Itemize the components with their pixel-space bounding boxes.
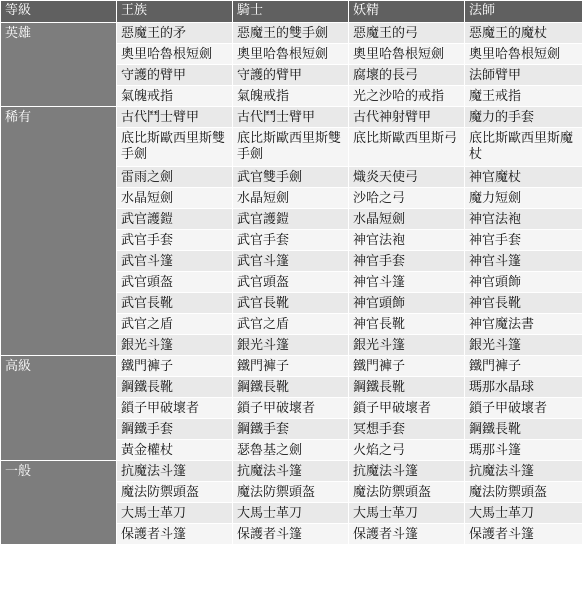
item-cell: 底比斯歐西里斯弓 (349, 128, 465, 167)
item-cell: 鐵門褲子 (233, 356, 349, 377)
header-tier: 等級 (1, 1, 117, 23)
item-cell: 水晶短劍 (349, 209, 465, 230)
item-cell: 神官手套 (349, 251, 465, 272)
item-cell: 鋼鐵長靴 (465, 419, 582, 440)
item-cell: 水晶短劍 (233, 188, 349, 209)
item-cell: 奧里哈魯根短劍 (465, 44, 582, 65)
item-cell: 鐵門褲子 (349, 356, 465, 377)
item-cell: 鋼鐵手套 (233, 419, 349, 440)
item-cell: 鎖子甲破壞者 (233, 398, 349, 419)
item-cell: 神官手套 (465, 230, 582, 251)
item-cell: 魔力短劍 (465, 188, 582, 209)
item-cell: 銀光斗篷 (465, 335, 582, 356)
item-cell: 底比斯歐西里斯雙手劍 (233, 128, 349, 167)
item-cell: 魔法防禦頭盔 (117, 482, 233, 503)
item-cell: 保護者斗篷 (465, 524, 582, 545)
item-cell: 武官之盾 (233, 314, 349, 335)
table-row (1, 107, 582, 128)
item-cell: 惡魔王的魔杖 (465, 23, 582, 44)
item-cell: 武官斗篷 (233, 251, 349, 272)
table-row (1, 23, 582, 44)
item-cell: 武官手套 (117, 230, 233, 251)
item-cell: 魔法防禦頭盔 (233, 482, 349, 503)
item-cell: 黃金權杖 (117, 440, 233, 461)
item-cell: 武官護鎧 (117, 209, 233, 230)
item-cell: 古代神射臂甲 (349, 107, 465, 128)
header-class-elf: 妖精 (349, 1, 465, 23)
item-cell: 鎖子甲破壞者 (117, 398, 233, 419)
item-cell: 冥想手套 (349, 419, 465, 440)
item-cell: 銀光斗篷 (117, 335, 233, 356)
tier-label: 高級 (1, 356, 117, 461)
item-cell: 武官護鎧 (233, 209, 349, 230)
item-cell: 雷雨之劍 (117, 167, 233, 188)
item-cell: 抗魔法斗篷 (349, 461, 465, 482)
item-cell: 神官魔杖 (465, 167, 582, 188)
tier-label: 英雄 (1, 23, 117, 107)
item-cell: 氣魄戒指 (233, 86, 349, 107)
item-cell: 魔法防禦頭盔 (349, 482, 465, 503)
item-cell: 武官頭盔 (233, 272, 349, 293)
item-cell: 鐵門褲子 (465, 356, 582, 377)
header-row (1, 1, 582, 23)
item-cell: 惡魔王的矛 (117, 23, 233, 44)
table-body (1, 23, 582, 545)
item-cell: 奧里哈魯根短劍 (349, 44, 465, 65)
item-cell: 武官長靴 (233, 293, 349, 314)
item-cell: 守護的臂甲 (117, 65, 233, 86)
item-cell: 神官頭飾 (465, 272, 582, 293)
item-cell: 火焰之弓 (349, 440, 465, 461)
item-cell: 沙哈之弓 (349, 188, 465, 209)
item-cell: 鋼鐵長靴 (233, 377, 349, 398)
item-cell: 光之沙哈的戒指 (349, 86, 465, 107)
item-cell: 瑪那水晶球 (465, 377, 582, 398)
item-cell: 抗魔法斗篷 (465, 461, 582, 482)
item-cell: 保護者斗篷 (233, 524, 349, 545)
item-cell: 武官之盾 (117, 314, 233, 335)
item-cell: 神官斗篷 (349, 272, 465, 293)
item-cell: 鎖子甲破壞者 (465, 398, 582, 419)
item-cell: 武官頭盔 (117, 272, 233, 293)
item-cell: 鋼鐵長靴 (349, 377, 465, 398)
item-cell: 古代鬥士臂甲 (117, 107, 233, 128)
item-cell: 鋼鐵手套 (117, 419, 233, 440)
item-cell: 銀光斗篷 (349, 335, 465, 356)
item-cell: 武官手套 (233, 230, 349, 251)
tier-label: 一般 (1, 461, 117, 545)
item-cell: 保護者斗篷 (117, 524, 233, 545)
item-cell: 魔力的手套 (465, 107, 582, 128)
item-cell: 魔法防禦頭盔 (465, 482, 582, 503)
item-cell: 氣魄戒指 (117, 86, 233, 107)
item-cell: 神官頭飾 (349, 293, 465, 314)
item-cell: 抗魔法斗篷 (233, 461, 349, 482)
item-cell: 熾炎天使弓 (349, 167, 465, 188)
item-cell: 神官長靴 (465, 293, 582, 314)
item-cell: 奧里哈魯根短劍 (233, 44, 349, 65)
item-cell: 惡魔王的弓 (349, 23, 465, 44)
table-row (1, 356, 582, 377)
item-cell: 武官雙手劍 (233, 167, 349, 188)
item-cell: 法師臂甲 (465, 65, 582, 86)
header-class-mage: 法師 (465, 1, 582, 23)
item-cell: 保護者斗篷 (349, 524, 465, 545)
tier-label: 稀有 (1, 107, 117, 356)
item-cell: 水晶短劍 (117, 188, 233, 209)
item-cell: 武官斗篷 (117, 251, 233, 272)
item-cell: 神官法袍 (465, 209, 582, 230)
item-cell: 瑪那斗篷 (465, 440, 582, 461)
item-cell: 抗魔法斗篷 (117, 461, 233, 482)
item-cell: 底比斯歐西里斯魔杖 (465, 128, 582, 167)
header-class-knight: 騎士 (233, 1, 349, 23)
item-cell: 腐壞的長弓 (349, 65, 465, 86)
table-row (1, 461, 582, 482)
item-cell: 神官魔法書 (465, 314, 582, 335)
item-cell: 神官長靴 (349, 314, 465, 335)
item-cell: 武官長靴 (117, 293, 233, 314)
item-cell: 鎖子甲破壞者 (349, 398, 465, 419)
item-cell: 大馬士革刀 (465, 503, 582, 524)
table-header (1, 1, 582, 23)
item-cell: 瑟魯基之劍 (233, 440, 349, 461)
item-cell: 古代鬥士臂甲 (233, 107, 349, 128)
item-cell: 銀光斗篷 (233, 335, 349, 356)
item-cell: 守護的臂甲 (233, 65, 349, 86)
item-cell: 神官法袍 (349, 230, 465, 251)
item-cell: 魔王戒指 (465, 86, 582, 107)
header-class-royal: 王族 (117, 1, 233, 23)
item-cell: 神官斗篷 (465, 251, 582, 272)
item-cell: 大馬士革刀 (349, 503, 465, 524)
item-cell: 大馬士革刀 (117, 503, 233, 524)
item-cell: 奧里哈魯根短劍 (117, 44, 233, 65)
item-cell: 惡魔王的雙手劍 (233, 23, 349, 44)
item-cell: 鋼鐵長靴 (117, 377, 233, 398)
item-cell: 底比斯歐西里斯雙手劍 (117, 128, 233, 167)
item-cell: 大馬士革刀 (233, 503, 349, 524)
item-cell: 鐵門褲子 (117, 356, 233, 377)
